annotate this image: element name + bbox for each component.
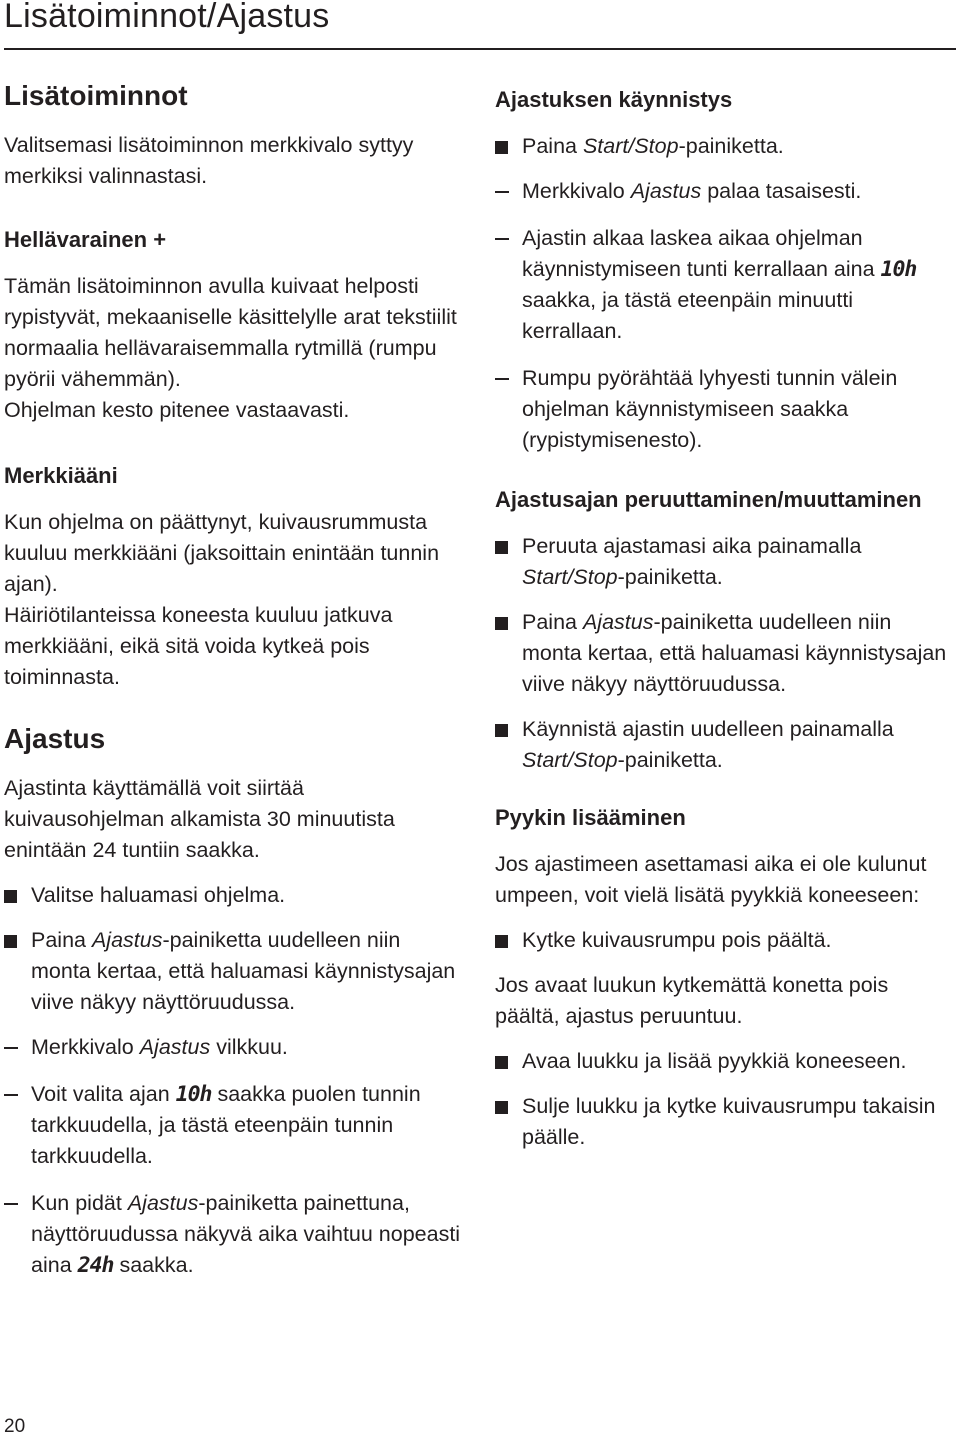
- list-item: [495, 925, 956, 956]
- paragraph-merkkiaani: Kun ohjelma on päättynyt, kuivausrummusta kuuluu merkkiääni (jaksoittain enintään tunnin ajan).: [4, 510, 440, 596]
- list-item: [495, 176, 956, 207]
- list-item-text: Merkkivalo: [522, 179, 631, 203]
- list-item-text: Kytke kuivausrumpu pois päältä.: [522, 928, 832, 952]
- list-item: [4, 1032, 462, 1063]
- list-item: [4, 880, 462, 911]
- list-item-text: -painiketta uudelleen niin monta kertaa, että haluamasi käynnistysajan viive näkyy näyttöruudussa.: [31, 928, 456, 1014]
- heading-pyykin-lisaaminen: Pyykin lisääminen: [495, 805, 686, 830]
- list-item-text: Peruuta ajastamasi aika painamalla: [522, 534, 862, 558]
- list-item-text: -painiketta painettuna, näyttöruudussa näkyvä aika vaihtuu nopeasti aina: [31, 1191, 461, 1277]
- dash-icon: [495, 363, 515, 394]
- bullet-square-icon: [4, 925, 24, 956]
- list-item: [495, 714, 956, 776]
- paragraph-hellavarainen-kesto: Ohjelman kesto pitenee vastaavasti.: [4, 398, 350, 422]
- dash-icon: [4, 1079, 24, 1110]
- button-name-start-stop: Start/Stop: [522, 748, 618, 772]
- paragraph-merkkiaani-hairio: Häiriötilanteissa koneesta kuuluu jatkuva merkkiääni, eikä sitä voida kytkeä pois toiminnasta.: [4, 603, 393, 689]
- heading-ajastus: Ajastus: [4, 723, 106, 754]
- button-name-ajastus: Ajastus: [582, 610, 654, 634]
- paragraph-ajastus: Ajastinta käyttämällä voit siirtää kuivausohjelman alkamista 30 minuutista enintään 24 tuntiin saakka.: [4, 776, 395, 862]
- button-name-ajastus: Ajastus: [91, 928, 163, 952]
- list-item-text: Kun pidät: [31, 1191, 128, 1215]
- bullet-square-icon: [495, 714, 515, 745]
- paragraph-ajastus-peruuntuu: Jos avaat luukun kytkemättä konetta pois päältä, ajastus peruuntuu.: [495, 973, 889, 1028]
- bullet-square-icon: [495, 131, 515, 162]
- bullet-square-icon: [495, 1091, 515, 1122]
- list-item-text: Rumpu pyörähtää lyhyesti tunnin välein ohjelman käynnistymiseen saakka (rypistymisenesto).: [522, 366, 898, 452]
- heading-hellavarainen: Hellävarainen +: [4, 227, 167, 252]
- list-item-text: Paina: [522, 134, 583, 158]
- list-item-text: Voit valita ajan: [31, 1082, 176, 1106]
- paragraph-pyykin-lisaaminen: Jos ajastimeen asettamasi aika ei ole kulunut umpeen, voit vielä lisätä pyykkiä koneeseen:: [495, 852, 927, 907]
- list-item: [495, 363, 956, 456]
- list-item-text: Valitse haluamasi ohjelma.: [31, 883, 286, 907]
- list-item-text: -painiketta uudelleen niin monta kertaa, että haluamasi käynnistysajan viive näkyy näyttöruudussa.: [522, 610, 947, 696]
- list-item: [4, 1188, 462, 1281]
- dash-icon: [495, 176, 515, 207]
- right-column: [495, 78, 956, 1167]
- list-item: [495, 131, 956, 162]
- heading-lisatoiminnot: Lisätoiminnot: [4, 80, 188, 111]
- header-rule: [4, 48, 956, 50]
- list-item-text: saakka puolen tunnin tarkkuudella, ja tästä eteenpäin tunnin tarkkuudella.: [31, 1082, 421, 1168]
- list-item-text: Käynnistä ajastin uudelleen painamalla: [522, 717, 894, 741]
- list-item: [4, 925, 462, 1018]
- list-item: [4, 1079, 462, 1172]
- page-title: Lisätoiminnot/Ajastus: [4, 0, 330, 35]
- list-item-text: Paina: [31, 928, 92, 952]
- dash-icon: [4, 1032, 24, 1063]
- bullet-square-icon: [495, 1046, 515, 1077]
- list-item-text: Ajastin alkaa laskea aikaa ohjelman käynnistymiseen tunti kerrallaan aina: [522, 226, 881, 281]
- indicator-name-ajastus: Ajastus: [630, 179, 702, 203]
- bullet-square-icon: [495, 607, 515, 638]
- button-name-ajastus: Ajastus: [127, 1191, 199, 1215]
- list-item-text: palaa tasaisesti.: [701, 179, 862, 203]
- dash-icon: [495, 223, 515, 254]
- button-name-start-stop: Start/Stop: [522, 565, 618, 589]
- paragraph-hellavarainen: Tämän lisätoiminnon avulla kuivaat helposti rypistyvät, mekaaniselle käsittelylle arat tekstiilit normaalia hellävaraisemmalla rytmillä (rumpu pyörii vähemmän).: [4, 274, 457, 391]
- list-item-text: -painiketta.: [678, 134, 784, 158]
- dash-icon: [4, 1188, 24, 1219]
- bullet-square-icon: [495, 925, 515, 956]
- list-item: [495, 223, 956, 347]
- heading-ajastuksen-kaynnistys: Ajastuksen käynnistys: [495, 87, 733, 112]
- indicator-name-ajastus: Ajastus: [139, 1035, 211, 1059]
- button-name-start-stop: Start/Stop: [582, 134, 679, 158]
- list-item-text: -painiketta.: [617, 565, 723, 589]
- list-item-text: saakka.: [113, 1253, 194, 1277]
- heading-merkkiaani: Merkkiääni: [4, 463, 118, 488]
- list-item-text: saakka, ja tästä eteenpäin minuutti kerrallaan.: [522, 288, 854, 343]
- list-item-text: Avaa luukku ja lisää pyykkiä koneeseen.: [522, 1049, 907, 1073]
- display-value-24h: 24h: [77, 1253, 114, 1278]
- list-item-text: vilkkuu.: [210, 1035, 288, 1059]
- bullet-square-icon: [495, 531, 515, 562]
- list-item: [495, 531, 956, 593]
- display-value-10h: 10h: [175, 1082, 212, 1107]
- list-item: [495, 1091, 956, 1153]
- list-item: [495, 607, 956, 700]
- display-value-10h: 10h: [880, 257, 917, 282]
- paragraph-lisatoiminnot: Valitsemasi lisätoiminnon merkkivalo syttyy merkiksi valinnastasi.: [4, 133, 414, 188]
- list-item-text: Merkkivalo: [31, 1035, 140, 1059]
- heading-ajastusajan-peruuttaminen: Ajastusajan peruuttaminen/muuttaminen: [495, 487, 922, 512]
- list-item: [495, 1046, 956, 1077]
- list-item-text: Paina: [522, 610, 583, 634]
- page-number: 20: [4, 1416, 26, 1437]
- left-column: [4, 78, 462, 1297]
- list-item-text: -painiketta.: [617, 748, 723, 772]
- list-item-text: Sulje luukku ja kytke kuivausrumpu takaisin päälle.: [522, 1094, 936, 1149]
- bullet-square-icon: [4, 880, 24, 911]
